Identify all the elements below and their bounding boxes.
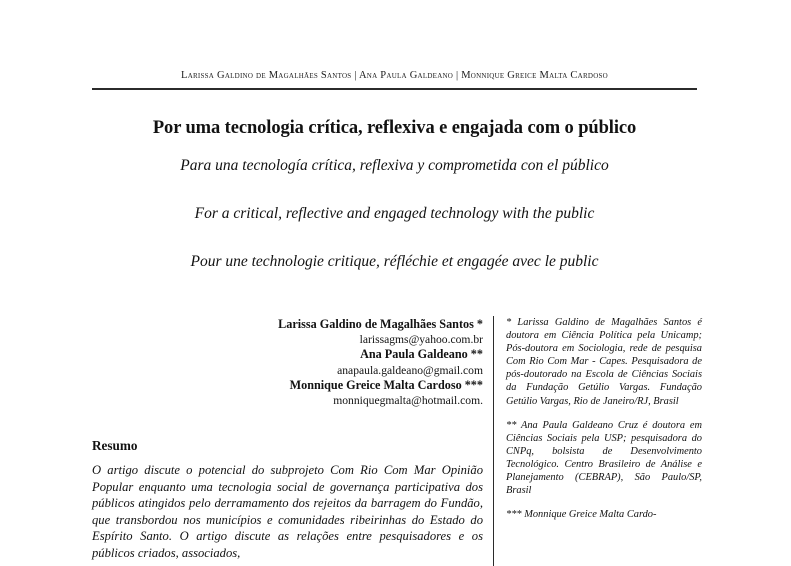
author-email[interactable]: larissagms@yahoo.com.br xyxy=(359,333,483,347)
header-divider-rule xyxy=(92,88,697,90)
abstract-body: O artigo discute o potencial do subprojeto Com Rio Com Mar Opinião Popular enquanto uma tecnologia social de governança participativa dos públicos atingidos pelo derramamento dos rejeitos da barragem do Fundão, que transbordou nos municípios e comunidades ribeirinhas do Estado do Espírito Santo. O artigo discute as relações entre pesquisadores e os públicos criados, associados, xyxy=(92,463,483,560)
author-entry xyxy=(230,347,483,377)
title-english: For a critical, reflective and engaged technology with the public xyxy=(194,205,595,222)
author-name: Ana Paula Galdeano ** xyxy=(360,347,483,362)
column-divider-rule xyxy=(493,316,494,566)
footnote-marker: ** xyxy=(506,419,517,431)
footnote xyxy=(506,419,702,498)
abstract-heading: Resumo xyxy=(92,438,138,453)
page-title: Por uma tecnologia crítica, reflexiva e engajada com o público xyxy=(152,118,637,139)
footnote xyxy=(506,508,702,521)
footnote-text: Larissa Galdino de Magalhães Santos é doutora em Ciência Política pela Unicamp; Pós-doutora em Sociologia, rede de pesquisa Com Rio Com Mar - Capes. Pesquisadora de pós-doutorado na Escola de Ciências Sociais da Fundação Getúlio Vargas. Fundação Getúlio Vargas, Rio de Janeiro/RJ, Brasil xyxy=(506,317,702,407)
title-spanish: Para una tecnología crítica, reflexiva y comprometida con el público xyxy=(180,157,609,174)
author-affiliation-notes xyxy=(506,316,702,521)
author-entry xyxy=(230,378,483,408)
footnote-text: Monnique Greice Malta Cardo- xyxy=(524,509,657,521)
running-head: Larissa Galdino de Magalhães Santos | Ana Paula Galdeano | Monnique Greice Malta Cardoso xyxy=(181,70,608,81)
footnote-text: Ana Paula Galdeano Cruz é doutora em Ciências Sociais pela USP; pesquisadora do CNPq, bolsista de Desenvolvimento Tecnológico. Centro Brasileiro de Análise e Planejamento (CEBRAP), São Paulo/SP, Brasil xyxy=(506,419,702,497)
footnote xyxy=(506,316,702,408)
author-name: Monnique Greice Malta Cardoso *** xyxy=(289,377,483,392)
author-entry xyxy=(230,317,483,347)
author-email[interactable]: anapaula.galdeano@gmail.com xyxy=(337,363,483,377)
author-block xyxy=(230,317,483,408)
footnote-marker: * xyxy=(506,317,512,328)
title-french: Pour une technologie critique, réfléchie et engagée avec le public xyxy=(190,253,599,270)
footnote-marker: *** xyxy=(506,509,522,521)
author-email[interactable]: monniquegmalta@hotmail.com. xyxy=(333,394,483,408)
author-name: Larissa Galdino de Magalhães Santos * xyxy=(278,317,483,331)
